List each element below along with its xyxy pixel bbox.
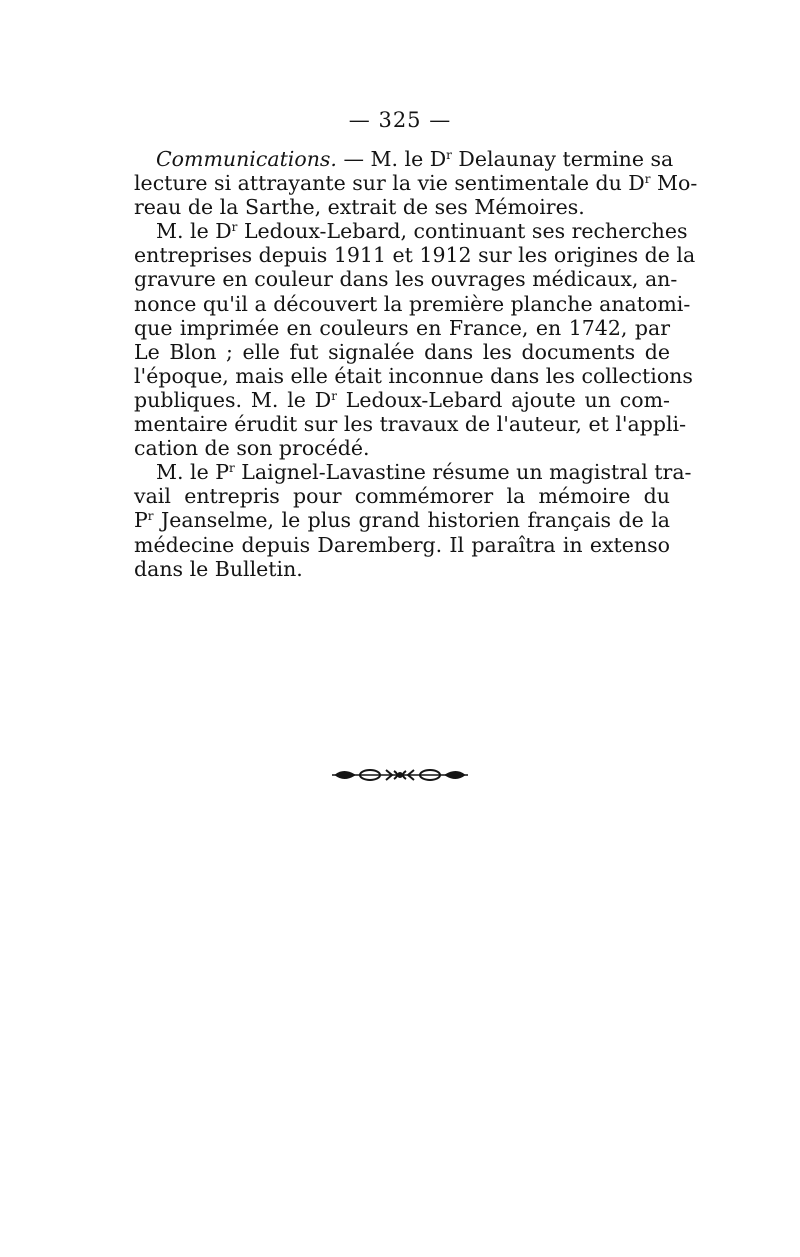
text-line: M. le $D^r$ Ledoux-Lebard, continuant ses recherches: [156, 219, 688, 244]
text-line: l'époque, mais elle était inconnue dans les collections: [134, 363, 693, 388]
text-line: vail entrepris pour commémorer la mémoire du: [134, 484, 670, 509]
text-line: Communications. — M. le $D^r$ Delaunay termine sa: [156, 147, 674, 171]
text-line: mentaire érudit sur les travaux de l'auteur, et l'appli-: [134, 412, 687, 437]
text-line: nonce qu'il a découvert la première planche anatomi-: [134, 291, 691, 316]
text-line: gravure en couleur dans les ouvrages médicaux, an-: [134, 267, 678, 292]
text-line: $P^r$ Jeanselme, le plus grand historien français de la: [134, 508, 670, 533]
text-line: M. le $P^r$ Laignel-Lavastine résume un magistral tra-: [156, 460, 692, 485]
text-line: que imprimée en couleurs en France, en 1742, par: [134, 315, 670, 340]
text-line: dans le Bulletin.: [134, 556, 303, 581]
ornament-divider-icon: [330, 768, 470, 782]
paragraph-communications: [134, 147, 698, 220]
text-line: reau de la Sarthe, extrait de ses Mémoires.: [134, 195, 585, 220]
text-line: cation de son procédé.: [134, 436, 370, 461]
paragraph-laignel-lavastine: [134, 460, 692, 581]
text-line: lecture si attrayante sur la vie sentimentale du $D^r$ Mo-: [134, 171, 698, 196]
text-line: médecine depuis Daremberg. Il paraîtra in extenso: [134, 532, 670, 557]
text-line: Le Blon ; elle fut signalée dans les documents de: [134, 339, 670, 364]
text-line: publiques. M. le $D^r$ Ledoux-Lebard ajoute un com-: [134, 387, 670, 412]
section-heading: Communications.: [156, 147, 337, 171]
paragraph-ledoux-lebard: [134, 219, 696, 461]
text-line: entreprises depuis 1911 et 1912 sur les origines de la: [134, 243, 696, 268]
body-text: [134, 147, 698, 581]
page-number: — 325 —: [348, 108, 452, 132]
